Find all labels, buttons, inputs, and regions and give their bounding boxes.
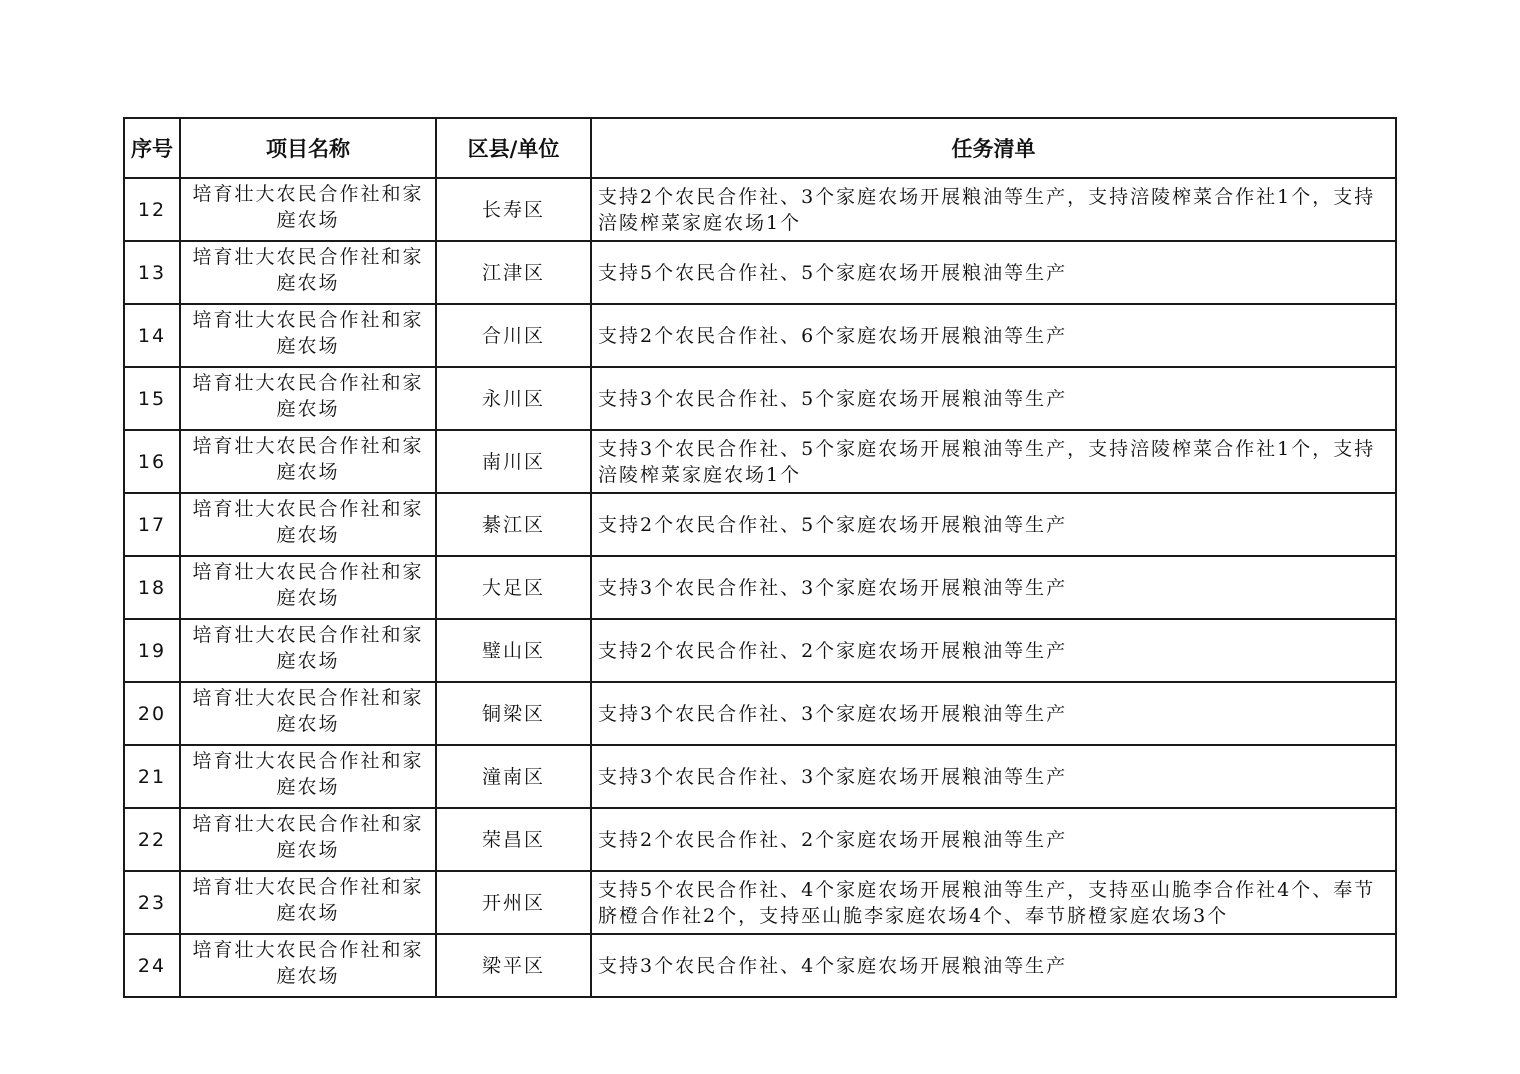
project-name: 培育壮大农民合作社和家庭农场 <box>180 808 436 871</box>
header-project: 项目名称 <box>180 118 436 178</box>
row-number: 15 <box>124 367 180 430</box>
row-number: 16 <box>124 430 180 493</box>
project-name: 培育壮大农民合作社和家庭农场 <box>180 871 436 934</box>
task-description: 支持3个农民合作社、5个家庭农场开展粮油等生产，支持涪陵榨菜合作社1个，支持涪陵榨菜家庭农场1个 <box>591 430 1396 493</box>
table-row <box>124 430 1396 493</box>
row-number: 23 <box>124 871 180 934</box>
header-no: 序号 <box>124 118 180 178</box>
table-row <box>124 745 1396 808</box>
task-description: 支持3个农民合作社、4个家庭农场开展粮油等生产 <box>591 934 1396 997</box>
task-description: 支持3个农民合作社、3个家庭农场开展粮油等生产 <box>591 682 1396 745</box>
district-unit: 荣昌区 <box>436 808 591 871</box>
project-name: 培育壮大农民合作社和家庭农场 <box>180 178 436 241</box>
table-row <box>124 367 1396 430</box>
task-description: 支持5个农民合作社、4个家庭农场开展粮油等生产，支持巫山脆李合作社4个、奉节脐橙合作社2个，支持巫山脆李家庭农场4个、奉节脐橙家庭农场3个 <box>591 871 1396 934</box>
task-description: 支持2个农民合作社、5个家庭农场开展粮油等生产 <box>591 493 1396 556</box>
row-number: 22 <box>124 808 180 871</box>
header-unit: 区县/单位 <box>436 118 591 178</box>
table-row <box>124 241 1396 304</box>
district-unit: 綦江区 <box>436 493 591 556</box>
row-number: 18 <box>124 556 180 619</box>
district-unit: 合川区 <box>436 304 591 367</box>
project-name: 培育壮大农民合作社和家庭农场 <box>180 619 436 682</box>
district-unit: 长寿区 <box>436 178 591 241</box>
table-row <box>124 178 1396 241</box>
district-unit: 铜梁区 <box>436 682 591 745</box>
district-unit: 永川区 <box>436 367 591 430</box>
district-unit: 南川区 <box>436 430 591 493</box>
project-name: 培育壮大农民合作社和家庭农场 <box>180 745 436 808</box>
row-number: 12 <box>124 178 180 241</box>
table-row <box>124 808 1396 871</box>
task-description: 支持2个农民合作社、3个家庭农场开展粮油等生产，支持涪陵榨菜合作社1个，支持涪陵榨菜家庭农场1个 <box>591 178 1396 241</box>
district-unit: 潼南区 <box>436 745 591 808</box>
row-number: 21 <box>124 745 180 808</box>
project-name: 培育壮大农民合作社和家庭农场 <box>180 556 436 619</box>
project-name: 培育壮大农民合作社和家庭农场 <box>180 493 436 556</box>
header-task: 任务清单 <box>591 118 1396 178</box>
task-description: 支持2个农民合作社、6个家庭农场开展粮油等生产 <box>591 304 1396 367</box>
project-name: 培育壮大农民合作社和家庭农场 <box>180 682 436 745</box>
task-description: 支持5个农民合作社、5个家庭农场开展粮油等生产 <box>591 241 1396 304</box>
project-name: 培育壮大农民合作社和家庭农场 <box>180 367 436 430</box>
district-unit: 璧山区 <box>436 619 591 682</box>
project-name: 培育壮大农民合作社和家庭农场 <box>180 934 436 997</box>
task-description: 支持2个农民合作社、2个家庭农场开展粮油等生产 <box>591 808 1396 871</box>
task-description: 支持3个农民合作社、3个家庭农场开展粮油等生产 <box>591 556 1396 619</box>
table-row <box>124 871 1396 934</box>
task-description: 支持2个农民合作社、2个家庭农场开展粮油等生产 <box>591 619 1396 682</box>
project-name: 培育壮大农民合作社和家庭农场 <box>180 304 436 367</box>
table-body <box>124 178 1396 997</box>
table-header-row <box>124 118 1396 178</box>
table-row <box>124 934 1396 997</box>
table-row <box>124 556 1396 619</box>
table-row <box>124 304 1396 367</box>
district-unit: 大足区 <box>436 556 591 619</box>
project-name: 培育壮大农民合作社和家庭农场 <box>180 430 436 493</box>
row-number: 14 <box>124 304 180 367</box>
table-row <box>124 682 1396 745</box>
row-number: 20 <box>124 682 180 745</box>
task-list-table <box>123 117 1397 998</box>
row-number: 19 <box>124 619 180 682</box>
task-description: 支持3个农民合作社、5个家庭农场开展粮油等生产 <box>591 367 1396 430</box>
table-row <box>124 493 1396 556</box>
row-number: 17 <box>124 493 180 556</box>
row-number: 24 <box>124 934 180 997</box>
district-unit: 梁平区 <box>436 934 591 997</box>
task-description: 支持3个农民合作社、3个家庭农场开展粮油等生产 <box>591 745 1396 808</box>
district-unit: 开州区 <box>436 871 591 934</box>
table-row <box>124 619 1396 682</box>
district-unit: 江津区 <box>436 241 591 304</box>
project-name: 培育壮大农民合作社和家庭农场 <box>180 241 436 304</box>
row-number: 13 <box>124 241 180 304</box>
